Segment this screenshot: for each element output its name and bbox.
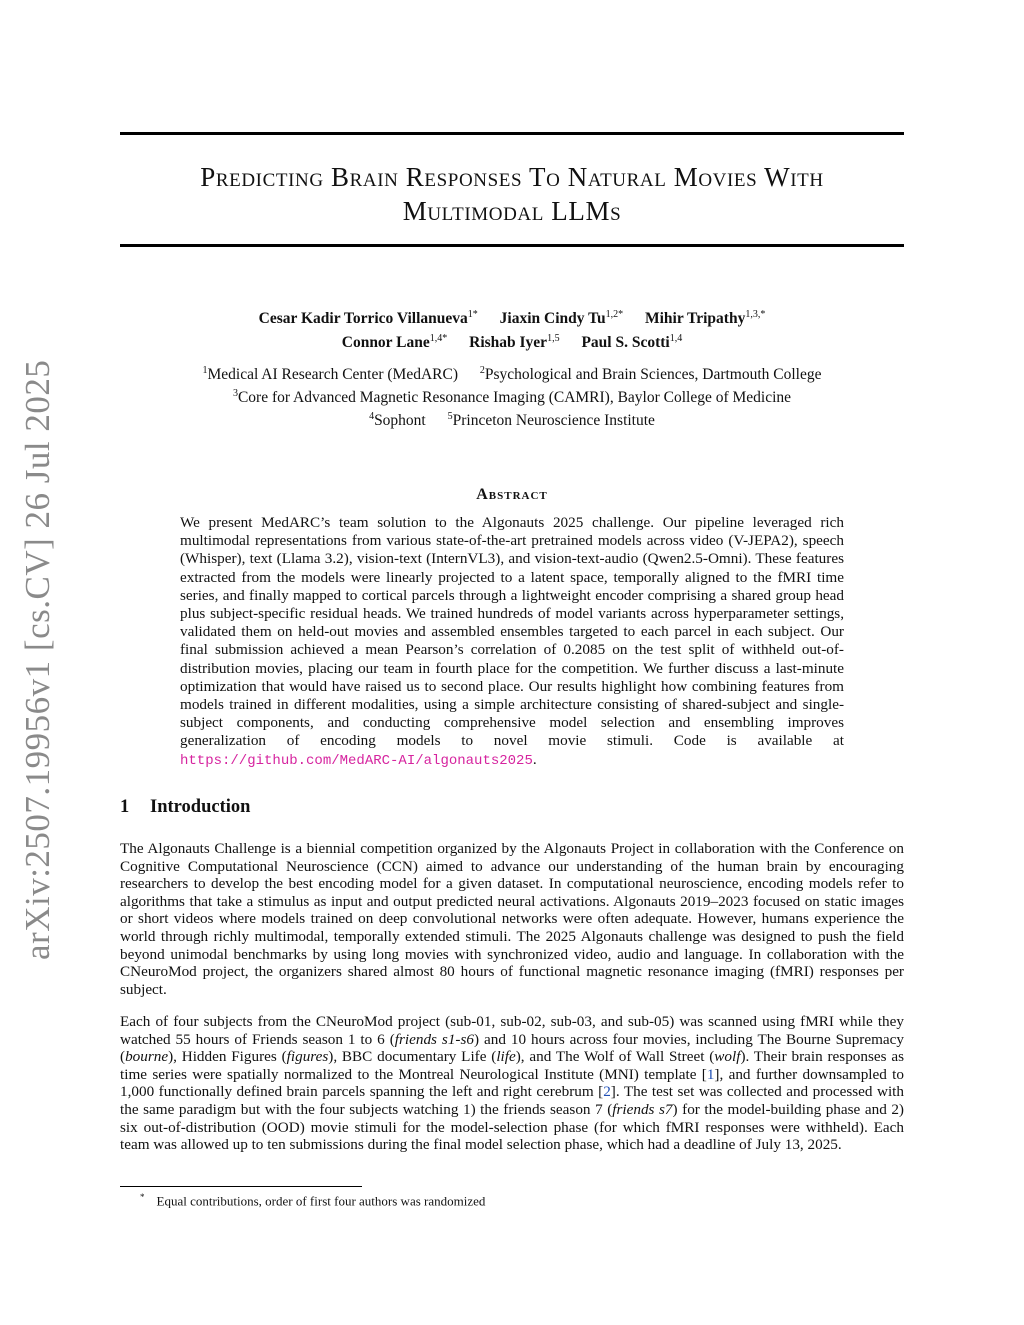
text-run: ), Hidden Figures ( <box>168 1048 287 1066</box>
affiliation-number: 2 <box>479 365 485 376</box>
code-repository-link[interactable]: https://github.com/MedARC-AI/algonauts2025 <box>180 752 533 769</box>
author-name: Rishab Iyer <box>469 334 548 352</box>
author-affil-sup: 1,3,* <box>745 309 766 320</box>
author-name: Connor Lane <box>341 334 430 352</box>
title-line-2: Multimodal LLMs <box>402 196 622 226</box>
affiliation-name: Sophont <box>374 412 426 430</box>
dataset-name: bourne <box>125 1048 169 1066</box>
author-name: Mihir Tripathy <box>645 310 746 328</box>
affiliation-list <box>120 361 904 430</box>
author <box>581 329 682 353</box>
author-name: Jiaxin Cindy Tu <box>499 310 606 328</box>
author-affil-sup: 1,5 <box>547 333 560 345</box>
dataset-name: friends s7 <box>612 1100 673 1118</box>
affiliation-number: 5 <box>447 411 453 423</box>
affiliation-row-3 <box>120 407 904 430</box>
author-affil-sup: 1,4* <box>429 333 448 345</box>
affiliation-name: Medical AI Research Center (MedARC) <box>207 366 458 384</box>
author <box>645 305 765 329</box>
author <box>342 329 448 353</box>
abstract-body: We present MedARC’s team solution to the Algonauts 2025 challenge. Our pipeline leveraged rich multimodal representations from various state-of-the-art pretrained models across video (V-JEPA2), speech (Whisper), text (Llama 3.2), vision-text (InternVL3), and vision-text-audio (Qwen2.5-Omni). These features extracted from the models were linearly projected to a latent space, temporally aligned to the fMRI time series, and finally mapped to cortical parcels through a lightweight encoder comprising a shared group head plus subject-specific residual heads. We trained hundreds of model variants across hyperparameter settings, validated them on held-out movies and assembled ensembles targeted to each parcel in each subject. Our final submission achieved a mean Pearson’s correlation of 0.2085 on the test split of withheld out-of-distribution movies, placing our team in fourth place for the competition. We further discuss a last-minute optimization that would have raised us to second place. Our results highlight how combining features from models trained in different modalities, using a simple architecture consisting of shared-subject and single-subject components, and conducting comprehensive model selection and ensembling improves generalization of encoding models to novel movie stimuli. Code is available at https://github.com/MedARC-AI/algonauts2025. <box>180 514 844 769</box>
text-run: ), and The Wolf of Wall Street ( <box>515 1048 715 1066</box>
abstract-heading: Abstract <box>476 486 548 503</box>
title-bottom-rule <box>120 244 904 247</box>
author-row-1 <box>120 305 904 329</box>
intro-paragraph-2 <box>120 1013 904 1154</box>
dataset-name: friends s1-s6 <box>394 1030 474 1048</box>
author-affil-sup: 1,2* <box>605 309 624 320</box>
citation-link[interactable]: 2 <box>603 1083 611 1101</box>
affiliation <box>480 361 822 384</box>
affiliation-name: Princeton Neuroscience Institute <box>452 412 655 430</box>
arxiv-identifier: arXiv:2507.19956v1 [cs.CV] 26 Jul 2025 <box>18 359 57 960</box>
affiliation <box>202 361 458 384</box>
affiliation-row-1 <box>120 361 904 384</box>
author <box>500 305 623 329</box>
dataset-name: life <box>496 1048 516 1066</box>
author-list <box>120 305 904 353</box>
affiliation-name: Core for Advanced Magnetic Resonance Imaging (CAMRI), Baylor College of Medicine <box>237 389 792 407</box>
affiliation-number: 3 <box>232 388 238 400</box>
dataset-name: figures <box>286 1048 329 1066</box>
affiliation-row-2 <box>120 384 904 407</box>
text-run: Each of four subjects from the CNeuroMod project (sub-01, sub-02, sub-03, and sub-05) was scanned using fMRI while they watched 55 hours of Friends season 1 to 6 ( <box>120 1013 904 1048</box>
affiliation-name: Psychological and Brain Sciences, Dartmouth College <box>484 366 822 384</box>
footnote-mark: * <box>140 1192 145 1202</box>
affiliation <box>233 384 791 407</box>
title-line-1: Predicting Brain Responses To Natural Movies With <box>200 162 824 192</box>
footnote-text: Equal contributions, order of first four authors was randomized <box>156 1193 486 1209</box>
author-affil-sup: 1* <box>467 309 478 320</box>
text-run: ]. The test set was collected and processed with the same paradigm but with the four subjects watching 1) the friends season 7 ( <box>120 1083 904 1118</box>
citation-link[interactable]: 1 <box>706 1065 715 1083</box>
author-affil-sup: 1,4 <box>669 333 683 345</box>
text-run: ], and further downsampled to 1,000 functionally defined brain parcels spanning the left and right cerebrum [ <box>120 1065 904 1101</box>
text-run: ), BBC documentary Life ( <box>328 1048 497 1066</box>
author-name: Paul S. Scotti <box>581 334 670 352</box>
abstract-text: We present MedARC’s team solution to the Algonauts 2025 challenge. Our pipeline leveraged rich multimodal representations from various state-of-the-art pretrained models across video (V-JEPA2), speech (Whisper), text (Llama 3.2), vision-text (InternVL3), and vision-text-audio (Qwen2.5-Omni). These features extracted from the models were linearly projected to a latent space, temporally aligned to the fMRI time series, and finally mapped to cortical parcels through a lightweight encoder comprising a shared group head plus subject-specific residual heads. We trained hundreds of model variants across hyperparameter settings, validated them on held-out movies and assembled ensembles targeted to each parcel in each subject. Our final submission achieved a mean Pearson’s correlation of 0.2085 on the test split of withheld out-of-distribution movies, placing our team in fourth place for the competition. We further discuss a last-minute optimization that would have raised us to second place. Our results highlight how combining features from models trained in different modalities, using a simple architecture consisting of shared-subject and single-subject components, and conducting comprehensive model selection and ensembling improves generalization of encoding models to novel movie stimuli. Code is available at <box>180 514 844 750</box>
author-name: Cesar Kadir Torrico Villanueva <box>258 310 468 328</box>
footnote-rule <box>120 1186 362 1187</box>
title-top-rule <box>120 132 904 135</box>
section-title: Introduction <box>150 797 251 817</box>
dataset-name: wolf <box>714 1048 741 1066</box>
author-row-2 <box>120 329 904 353</box>
text-run: ) for the model-building phase and 2) six out-of-distribution (OOD) movie stimuli for the model-selection phase (for which fMRI responses were withheld). Each team was allowed up to ten submissions during the final model selection phase, which had a deadline of July 13, 2025. <box>120 1100 904 1154</box>
affiliation <box>369 407 426 430</box>
text-run: ). Their brain responses as time series were spatially normalized to the Montreal Neurological Institute (MNI) template [ <box>120 1048 904 1083</box>
footnote <box>140 1192 485 1209</box>
section-number: 1 <box>120 797 130 817</box>
affiliation <box>448 407 655 430</box>
author <box>259 305 478 329</box>
section-heading <box>120 797 250 818</box>
text-run: ) and 10 hours across four movies, including The Bourne Supremacy ( <box>120 1030 904 1066</box>
affiliation-number: 4 <box>369 411 375 423</box>
paper-title <box>120 160 904 228</box>
affiliation-number: 1 <box>202 365 208 376</box>
intro-paragraph-1: The Algonauts Challenge is a biennial competition organized by the Algonauts Project in collaboration with the Conference on Cognitive Computational Neuroscience (CCN) aimed to advance our understanding of the human brain by encouraging researchers to develop the best encoding model for a given dataset. In computational neuroscience, encoding models refer to algorithms that take a stimulus as input and output predicted neural activations. Algonauts 2019–2023 focused on static images or short videos where models trained on deep convolutional networks were often adequate. However, humans experience the world through richly multimodal, temporally extended stimuli. The 2025 Algonauts challenge was designed to push the field beyond unimodal benchmarks by using long movies with synchronized video, audio and language. In collaboration with the CNeuroMod project, the organizers shared almost 80 hours of functional magnetic resonance imaging (fMRI) responses per subject. <box>120 840 904 998</box>
author <box>469 329 559 353</box>
